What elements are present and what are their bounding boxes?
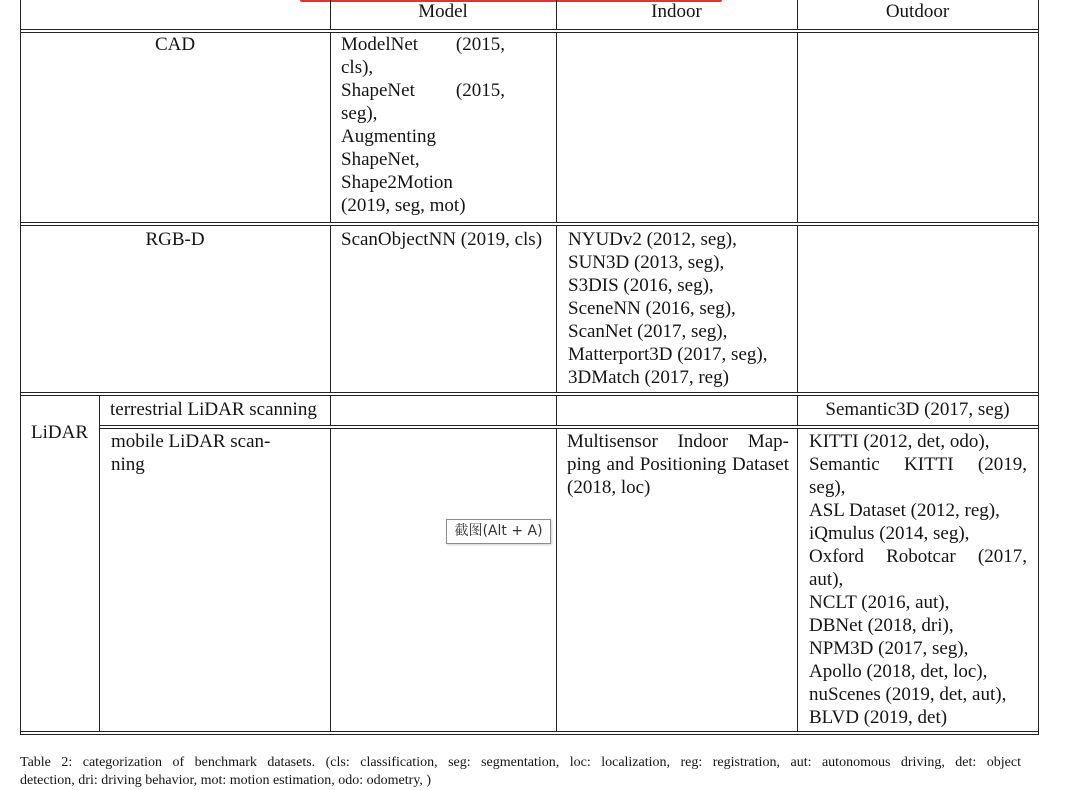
mobile-outdoor-line: KITTI (2012, det, odo),	[809, 431, 990, 452]
screenshot-tooltip	[446, 519, 551, 544]
mobile-outdoor-line: seg),	[809, 477, 846, 498]
cad-model-line: ShapeNet,	[341, 149, 420, 170]
row-label-lidar: LiDAR	[31, 422, 88, 443]
mobile-label-line: ning	[111, 454, 145, 475]
mobile-indoor-line: (2018, loc)	[567, 477, 651, 498]
cad-model-line: (2019, seg, mot)	[341, 195, 466, 216]
rgbd-indoor-line: NYUDv2 (2012, seg),	[568, 229, 737, 250]
rgbd-indoor-line: ScanNet (2017, seg),	[568, 321, 728, 342]
mobile-outdoor-cell	[809, 430, 1034, 729]
rgbd-indoor-line: 3DMatch (2017, reg)	[568, 367, 729, 388]
mobile-label-cell	[111, 430, 326, 476]
mobile-outdoor-line: Semantic KITTI (2019,	[809, 454, 1027, 475]
rgbd-model-line: ScanObjectNN (2019, cls)	[341, 229, 543, 250]
terrestrial-label: terrestrial LiDAR scanning	[110, 399, 317, 420]
mobile-outdoor-line: NCLT (2016, aut),	[809, 592, 950, 613]
rgbd-indoor-cell	[568, 228, 793, 389]
cad-model-line: ModelNet (2015,	[341, 34, 505, 55]
mobile-outdoor-line: nuScenes (2019, det, aut),	[809, 684, 1007, 705]
mobile-outdoor-line: Oxford Robotcar (2017,	[809, 546, 1027, 567]
row-label-rgbd: RGB-D	[145, 229, 205, 250]
mobile-indoor-line: Multisensor Indoor Map-	[567, 431, 789, 452]
rgbd-indoor-line: Matterport3D (2017, seg),	[568, 344, 768, 365]
cad-model-line: Augmenting	[341, 126, 436, 147]
mobile-outdoor-line: BLVD (2019, det)	[809, 707, 948, 728]
rgbd-indoor-line: SUN3D (2013, seg),	[568, 252, 725, 273]
rgbd-indoor-line: S3DIS (2016, seg),	[568, 275, 714, 296]
cad-model-line: seg),	[341, 103, 378, 124]
cad-model-cell	[341, 33, 546, 217]
cad-model-line: cls),	[341, 57, 374, 78]
mobile-label-line: mobile LiDAR scan-	[111, 431, 271, 452]
caption-line: Table 2: categorization of benchmark datasets. (cls: classification, seg: segmentation, loc: localization, reg: registration, aut: autonomous driving, det: object	[20, 755, 1021, 770]
table-caption	[20, 754, 1021, 790]
mobile-outdoor-line: ASL Dataset (2012, reg),	[809, 500, 1000, 521]
header-model: Model	[418, 1, 468, 22]
cad-model-line: ShapeNet (2015,	[341, 80, 505, 101]
mobile-outdoor-line: iQmulus (2014, seg),	[809, 523, 970, 544]
rgbd-model-cell	[341, 228, 553, 251]
caption-line: detection, dri: driving behavior, mot: motion estimation, odo: odometry, )	[20, 773, 432, 788]
mobile-outdoor-line: DBNet (2018, dri),	[809, 615, 954, 636]
row-label-cad: CAD	[154, 34, 196, 55]
header-indoor: Indoor	[651, 1, 702, 22]
terrestrial-outdoor: Semantic3D (2017, seg)	[825, 399, 1010, 420]
mobile-outdoor-line: Apollo (2018, det, loc),	[809, 661, 988, 682]
mobile-indoor-line: ping and Positioning Dataset	[567, 454, 789, 475]
header-outdoor: Outdoor	[885, 1, 950, 22]
mobile-indoor-cell	[567, 430, 792, 499]
rgbd-indoor-line: SceneNN (2016, seg),	[568, 298, 736, 319]
mobile-outdoor-line: aut),	[809, 569, 844, 590]
terrestrial-label-cell	[110, 398, 325, 421]
tooltip-text: 截图(Alt + A)	[454, 523, 543, 539]
mobile-outdoor-line: NPM3D (2017, seg),	[809, 638, 969, 659]
cad-model-line: Shape2Motion	[341, 172, 453, 193]
